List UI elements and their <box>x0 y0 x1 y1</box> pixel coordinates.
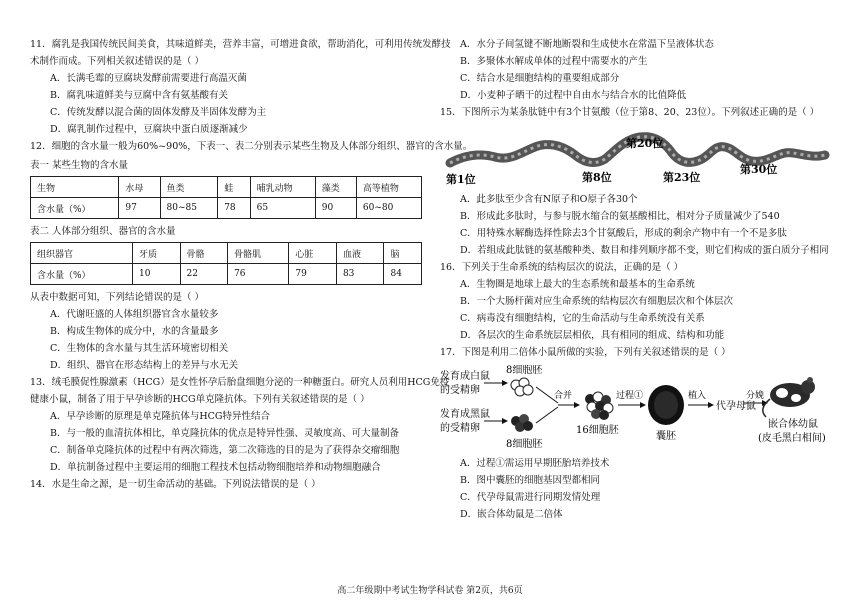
table2-header-row <box>31 243 422 264</box>
embryo8-black-icon <box>511 414 533 432</box>
q13-option-a: A．早孕诊断的原理是单克隆抗体与HCG特异性结合 <box>50 411 271 422</box>
label-pos1: 第1位 <box>446 173 476 186</box>
embryo16-icon <box>585 392 613 420</box>
table-cell: 哺乳动物 <box>250 177 315 198</box>
blastocyst-inner-icon <box>654 391 678 419</box>
black-mouse-label-1: 发育成黑鼠 <box>440 409 490 420</box>
table-cell: 骨骼肌 <box>228 243 289 264</box>
q15-option-c: C．用特殊水解酶选择性除去3个甘氨酸后，形成的剩余产物中有一个不是多肽 <box>460 228 787 239</box>
table1 <box>30 176 422 219</box>
arrow-head <box>708 402 714 408</box>
q11-option-d: D．腐乳制作过程中，豆腐块中蛋白质逐渐减少 <box>50 124 248 135</box>
merge-label: 合并 <box>554 391 573 401</box>
right-column <box>440 36 835 523</box>
q15-option-a: A．此多肽至少含有N原子和O原子各30个 <box>460 194 638 205</box>
white-mouse-label-2: 的受精卵 <box>440 385 480 396</box>
q13-option-b: B．与一般的血清抗体相比，单克隆抗体的优点是特异性强、灵敏度高、可大量制备 <box>50 428 399 439</box>
q12-stem: 12．细胞的含水量一般为60%~90%，下表一、表二分别表示某些生物及人体部分组织、器官的含水量。 <box>30 141 473 152</box>
q17-option-d: D．嵌合体幼鼠是二倍体 <box>460 509 563 520</box>
table-cell: 含水量（%） <box>31 198 119 219</box>
table-cell: 高等植物 <box>356 177 421 198</box>
chimera-note-label: (皮毛黑白相间) <box>758 433 826 444</box>
blastocyst-label: 囊胚 <box>656 431 676 442</box>
q12-option-a: A．代谢旺盛的人体组织器官含水量较多 <box>50 309 219 320</box>
q13-option-c: C．制备单克隆抗体的过程中有两次筛选，第二次筛选的目的是为了获得杂交瘤细胞 <box>50 445 400 456</box>
q16-option-b: B．一个大肠杆菌对应生命系统的结构层次有细胞层次和个体层次 <box>460 296 733 307</box>
table-cell: 蛙 <box>218 177 250 198</box>
q11-option-b: B．腐乳味道鲜美与豆腐中含有氨基酸有关 <box>50 90 228 101</box>
implant-label: 植入 <box>688 391 707 401</box>
peptide-chain-svg <box>440 125 835 187</box>
label-pos23: 第23位 <box>663 171 701 184</box>
table-cell: 90 <box>315 198 356 219</box>
table-cell: 80~85 <box>160 198 218 219</box>
page-footer: 高二年级期中考试生物学科试卷 第2页，共6页 <box>337 586 523 596</box>
process1-label: 过程① <box>616 391 644 401</box>
q16-option-a: A．生物圈是地球上最大的生态系统和最基本的生命系统 <box>460 279 695 290</box>
q17-stem: 17．下图是利用二倍体小鼠所做的实验，下列有关叙述错误的是（ ） <box>440 347 731 358</box>
surrogate-label: 代孕母鼠 <box>716 401 756 412</box>
label-pos8: 第8位 <box>582 171 612 184</box>
table-cell: 79 <box>289 264 337 285</box>
q11-option-c: C．传统发酵以混合菌的固体发酵及半固体发酵为主 <box>50 107 267 118</box>
q12-stem-line2: 从表中数据可知，下列结论错误的是（ ） <box>30 292 205 303</box>
table1-header-row <box>31 177 422 198</box>
table-cell: 牙质 <box>133 243 181 264</box>
chimera-experiment-figure <box>440 365 835 451</box>
arrow-line <box>536 407 558 423</box>
q13-option-d: D．单抗制备过程中主要运用的细胞工程技术包括动物细胞培养和动物细胞融合 <box>50 462 381 473</box>
embryo8-bottom-label: 8细胞胚 <box>506 439 543 450</box>
table-cell: 76 <box>228 264 289 285</box>
q14-option-d: D．小麦种子晒干的过程中自由水与结合水的比值降低 <box>460 90 687 101</box>
table-cell: 组织器官 <box>31 243 133 264</box>
q11-option-a: A．长满毛霉的豆腐块发酵前需要进行高温灭菌 <box>50 73 247 84</box>
q15-stem: 15．下图所示为某条肽链中有3个甘氨酸（位于第8、20、23位）。下列叙述正确的是（ ） <box>440 107 820 118</box>
table-cell: 10 <box>133 264 181 285</box>
q17-option-b: B．图中囊胚的细胞基因型都相同 <box>460 475 600 486</box>
q14-option-c: C．结合水是细胞结构的重要组成部分 <box>460 73 620 84</box>
table2-caption: 表二 人体部分组织、器官的含水量 <box>30 226 176 237</box>
q14-option-a: A．水分子间氢键不断地断裂和生成使水在常温下呈液体状态 <box>460 39 714 50</box>
label-pos20: 第20位 <box>626 137 664 150</box>
label-pos30: 第30位 <box>740 163 778 176</box>
table-cell: 84 <box>384 264 422 285</box>
table-cell: 83 <box>336 264 384 285</box>
arrow-head <box>640 402 646 408</box>
table-cell: 藻类 <box>315 177 356 198</box>
table-cell: 60~80 <box>356 198 421 219</box>
table-cell: 含水量（%） <box>31 264 133 285</box>
chimera-label: 嵌合体幼鼠 <box>768 419 818 430</box>
white-mouse-label-1: 发育成白鼠 <box>440 371 490 382</box>
table2 <box>30 242 422 285</box>
table1-value-row <box>31 198 422 219</box>
table-cell: 鱼类 <box>160 177 218 198</box>
table-cell: 生物 <box>31 177 119 198</box>
peptide-chain-figure <box>440 125 835 187</box>
q16-option-c: C．病毒没有细胞结构，它的生命活动与生命系统没有关系 <box>460 313 705 324</box>
q17-option-a: A．过程①需运用早期胚胎培养技术 <box>460 458 610 469</box>
q15-option-b: B．形成此多肽时，与参与脱水缩合的氨基酸相比，相对分子质量减少了540 <box>460 211 780 222</box>
table-cell: 水母 <box>119 177 160 198</box>
embryo16-label: 16细胞胚 <box>576 425 619 436</box>
table-cell: 血液 <box>336 243 384 264</box>
q13-stem-line1: 13．绒毛膜促性腺激素（HCG）是女性怀孕后胎盘细胞分泌的一种糖蛋白。研究人员利用HCG免疫 <box>30 377 450 388</box>
q15-option-d: D．若组成此肽链的氨基酸种类、数目和排列顺序都不变，则它们构成的蛋白质分子相同 <box>460 245 829 256</box>
table-cell: 脑 <box>384 243 422 264</box>
q14-option-b: B．多聚体水解成单体的过程中需要水的产生 <box>460 56 648 67</box>
q12-option-b: B．构成生物体的成分中，水的含量最多 <box>50 326 219 337</box>
arrow-head <box>574 402 580 408</box>
table-cell: 78 <box>218 198 250 219</box>
chimera-mouse-icon <box>763 377 815 417</box>
q11-stem-line2: 术制作而成。下列相关叙述错误的是（ ） <box>30 56 205 67</box>
q11-stem-line1: 11．腐乳是我国传统民间美食，其味道鲜美，营养丰富，可增进食欲，帮助消化，可利用传统发酵技 <box>30 39 451 50</box>
table-cell: 22 <box>180 264 228 285</box>
embryo8-top-label: 8细胞胚 <box>506 365 543 376</box>
table-cell: 97 <box>119 198 160 219</box>
q12-option-d: D．组织、器官在形态结构上的差异与水无关 <box>50 360 239 371</box>
chimera-experiment-svg <box>440 365 835 451</box>
table-cell: 骨骼 <box>180 243 228 264</box>
q12-option-c: C．生物体的含水量与其生活环境密切相关 <box>50 343 229 354</box>
table2-value-row <box>31 264 422 285</box>
arrow-head <box>502 418 508 424</box>
arrow-head <box>502 380 508 386</box>
q16-option-d: D．各层次的生命系统层层相依，具有相同的组成、结构和功能 <box>460 330 725 341</box>
table-cell: 心脏 <box>289 243 337 264</box>
table1-caption: 表一 某些生物的含水量 <box>30 160 129 171</box>
q13-stem-line2: 健康小鼠，制备了用于早孕诊断的HCG单克隆抗体。下列有关叙述错误的是（ ） <box>30 394 370 405</box>
embryo8-white-icon <box>511 378 533 396</box>
q16-stem: 16．下列关于生命系统的结构层次的说法，正确的是（ ） <box>440 262 684 273</box>
q17-option-c: C．代孕母鼠需进行同期发情处理 <box>460 492 601 503</box>
birth-label: 分娩 <box>746 391 765 401</box>
q14-stem: 14．水是生命之源，是一切生命活动的基础。下列说法错误的是（ ） <box>30 479 321 490</box>
black-mouse-label-2: 的受精卵 <box>440 423 480 434</box>
table-cell: 65 <box>250 198 315 219</box>
